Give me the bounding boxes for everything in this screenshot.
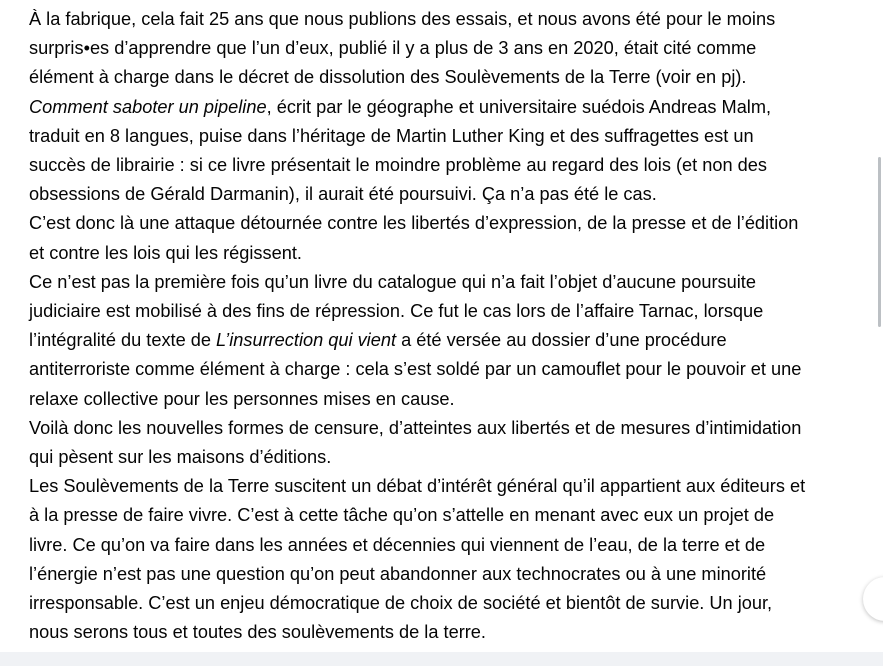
text-segment: livre. Ce qu’on va faire dans les années et décennies qui viennent de l’eau, de la terre et de [29, 534, 766, 555]
text-line [29, 239, 879, 268]
text-segment: Ce n’est pas la première fois qu’un livre du catalogue qui n’a fait l’objet d’aucune poursuite [29, 271, 756, 292]
text-line [29, 93, 879, 122]
text-line [29, 618, 879, 647]
scrollbar-thumb[interactable] [878, 157, 881, 327]
text-segment: surpris•es d’apprendre que l’un d’eux, publié il y a plus de 3 ans en 2020, était cité comme [29, 38, 757, 59]
text-line [29, 501, 879, 530]
text-segment: antiterroriste comme élément à charge : cela s’est soldé par un camouflet pour le pouvoir et une [29, 359, 802, 380]
text-line [29, 122, 879, 151]
text-line [29, 326, 879, 355]
text-segment: élément à charge dans le décret de dissolution des Soulèvements de la Terre (voir en pj). [29, 67, 747, 88]
text-line [29, 297, 879, 326]
text-segment: Les Soulèvements de la Terre suscitent un débat d’intérêt général qu’il appartient aux éditeurs et [29, 476, 806, 497]
text-segment: qui pèsent sur les maisons d’éditions. [29, 447, 332, 468]
text-line [29, 209, 879, 238]
text-line [29, 63, 879, 92]
page-background-strip [0, 652, 883, 666]
text-line [29, 560, 879, 589]
text-segment: À la fabrique, cela fait 25 ans que nous publions des essais, et nous avons été pour le moins [29, 9, 776, 29]
book-title: L’insurrection qui vient [216, 330, 397, 351]
text-line [29, 34, 879, 63]
text-line [29, 355, 879, 384]
text-line [29, 180, 879, 209]
text-segment: à la presse de faire vivre. C’est à cette tâche qu’on s’attelle en menant avec eux un projet de [29, 505, 775, 526]
text-line [29, 589, 879, 618]
post-text [29, 5, 879, 647]
text-segment: relaxe collective pour les personnes mises en cause. [29, 388, 455, 409]
book-title: Comment saboter un pipeline [29, 96, 267, 117]
text-line [29, 414, 879, 443]
text-line [29, 5, 879, 34]
text-segment: l’intégralité du texte de [29, 330, 217, 351]
text-segment: obsessions de Gérald Darmanin), il aurait été poursuivi. Ça n’a pas été le cas. [29, 184, 657, 205]
text-segment: irresponsable. C’est un enjeu démocratique de choix de société et bientôt de survie. Un jour, [29, 593, 773, 614]
text-segment: judiciaire est mobilisé à des fins de répression. Ce fut le cas lors de l’affaire Tarnac, lorsque [29, 301, 764, 322]
text-line [29, 385, 879, 414]
text-segment: et contre les lois qui les régissent. [29, 242, 302, 263]
text-line [29, 443, 879, 472]
text-segment: nous serons tous et toutes des soulèvements de la terre. [29, 622, 486, 643]
text-line [29, 472, 879, 501]
text-line [29, 531, 879, 560]
text-segment: a été versée au dossier d’une procédure [396, 330, 727, 351]
text-line [29, 151, 879, 180]
text-segment: l’énergie n’est pas une question qu’on peut abandonner aux technocrates ou à une minorité [29, 563, 767, 584]
text-segment: traduit en 8 langues, puise dans l’héritage de Martin Luther King et des suffragettes est un [29, 125, 754, 146]
text-segment: succès de librairie : si ce livre présentait le moindre problème au regard des lois (et non des [29, 155, 767, 176]
text-segment: , écrit par le géographe et universitaire suédois Andreas Malm, [266, 96, 772, 117]
text-line [29, 268, 879, 297]
text-segment: C’est donc là une attaque détournée contre les libertés d’expression, de la presse et de l’édition [29, 213, 799, 234]
text-segment: Voilà donc les nouvelles formes de censure, d’atteintes aux libertés et de mesures d’intimidation [29, 417, 802, 438]
